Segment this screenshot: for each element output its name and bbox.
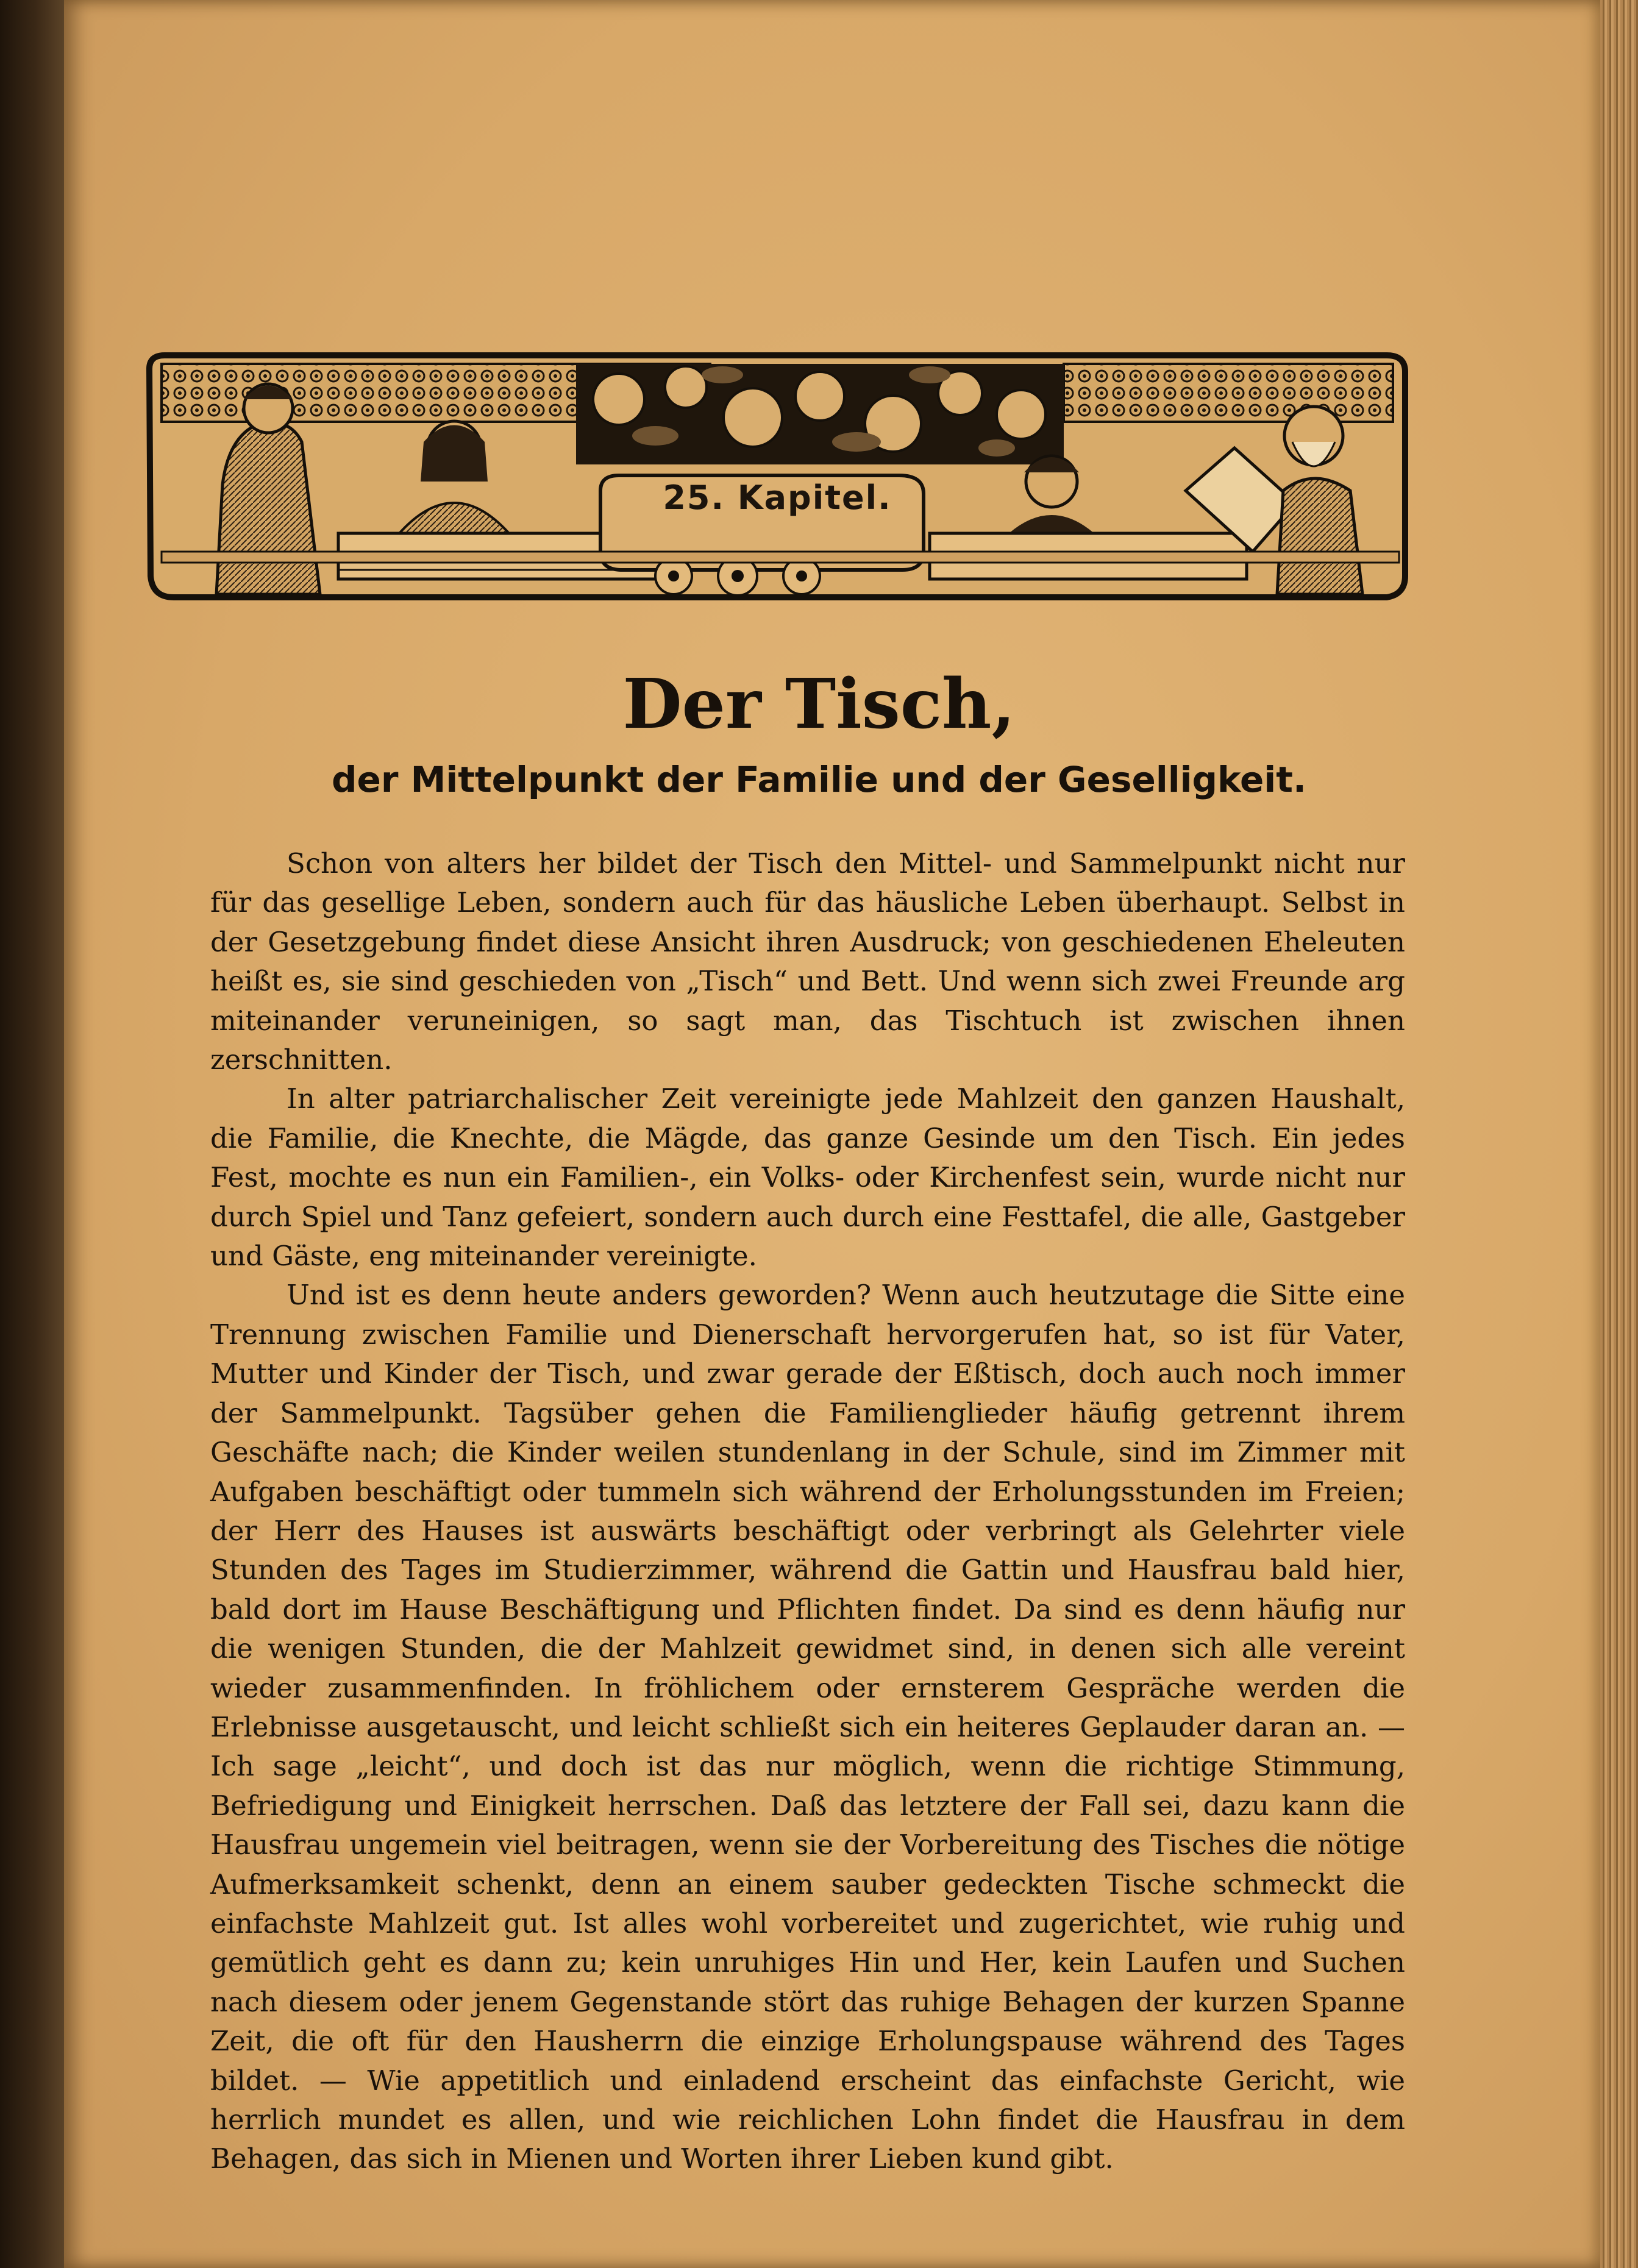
chapter-number: 25. Kapitel. [663, 478, 892, 517]
chapter-title: Der Tisch, [622, 664, 1016, 744]
chapter-body [210, 844, 1405, 2179]
chapter-subtitle: der Mittelpunkt der Familie und der Geselligkeit. [331, 759, 1307, 800]
book-spine [0, 0, 64, 2268]
paragraph-2: In alter patriarchalischer Zeit vereinigte jede Mahlzeit den ganzen Haushalt, die Familie, die Knechte, die Mägde, das ganze Gesinde um den Tisch. Ein jedes Fest, mochte es nun ein Familien-, ein Volks- oder Kirchenfest sein, wurde nicht nur durch Spiel und Tanz gefeiert, sondern auch durch eine Festtafel, die alle, Gastgeber und Gäste, eng miteinander vereinigte. [210, 1082, 1405, 1273]
paragraph-3: Und ist es denn heute anders geworden? Wenn auch heutzutage die Sitte eine Trennung zwischen Familie und Dienerschaft hervorgerufen hat, so ist für Vater, Mutter und Kinder der Tisch, und zwar gerade der Eßtisch, doch auch noch immer der Sammelpunkt. Tagsüber gehen die Familienglieder häufig getrennt ihrem Geschäfte nach; die Kinder weilen stundenlang in der Schule, sind im Zimmer mit Aufgaben beschäftigt oder tummeln sich während der Erholungsstunden im Freien; der Herr des Hauses ist auswärts beschäftigt oder verbringt als Gelehrter viele Stunden des Tages im Studierzimmer, während die Gattin und Hausfrau bald hier, bald dort im Hause Beschäftigung und Pflichten findet. Da sind es denn häufig nur die wenigen Stunden, die der Mahlzeit gewidmet sind, in denen sich alle vereint wieder zusammenfinden. In fröhlichem oder ernsterem Gespräche werden die Erlebnisse ausgetauscht, und leicht schließt sich ein heiteres Geplauder daran an. — Ich sage „leicht“, und doch ist das nur möglich, wenn die richtige Stimmung, Befriedigung und Einigkeit herrschen. Daß das letztere der Fall sei, dazu kann die Hausfrau ungemein viel beitragen, wenn sie der Vorbereitung des Tisches die nötige Aufmerksamkeit schenkt, denn an einem sauber gedeckten Tische schmeckt die einfachste Mahlzeit gut. Ist alles wohl vorbereitet und zugerichtet, wie ruhig und gemütlich geht es dann zu; kein unruhiges Hin und Her, kein Laufen und Suchen nach diesem oder jenem Gegenstande stört das ruhige Behagen der kurzen Spanne Zeit, die oft für den Hausherrn die einzige Erholungspause während des Tages bildet. — Wie appetitlich und einladend erscheint das einfachste Gericht, wie herrlich mundet es allen, und wie reichlichen Lohn findet die Hausfrau in dem Behagen, das sich in Mienen und Worten ihrer Lieben kund gibt. [210, 1279, 1405, 2175]
paragraph-1: Schon von alters her bildet der Tisch den Mittel- und Sammelpunkt nicht nur für das gesellige Leben, sondern auch für das häusliche Leben überhaupt. Selbst in der Gesetzgebung findet diese Ansicht ihren Ausdruck; von geschiedenen Eheleuten heißt es, sie sind geschieden von „Tisch“ und Bett. Und wenn sich zwei Freunde arg miteinander veruneinigen, so sagt man, das Tischtuch ist zwischen ihnen zerschnitten. [210, 847, 1405, 1076]
page-edge [1600, 0, 1638, 2268]
